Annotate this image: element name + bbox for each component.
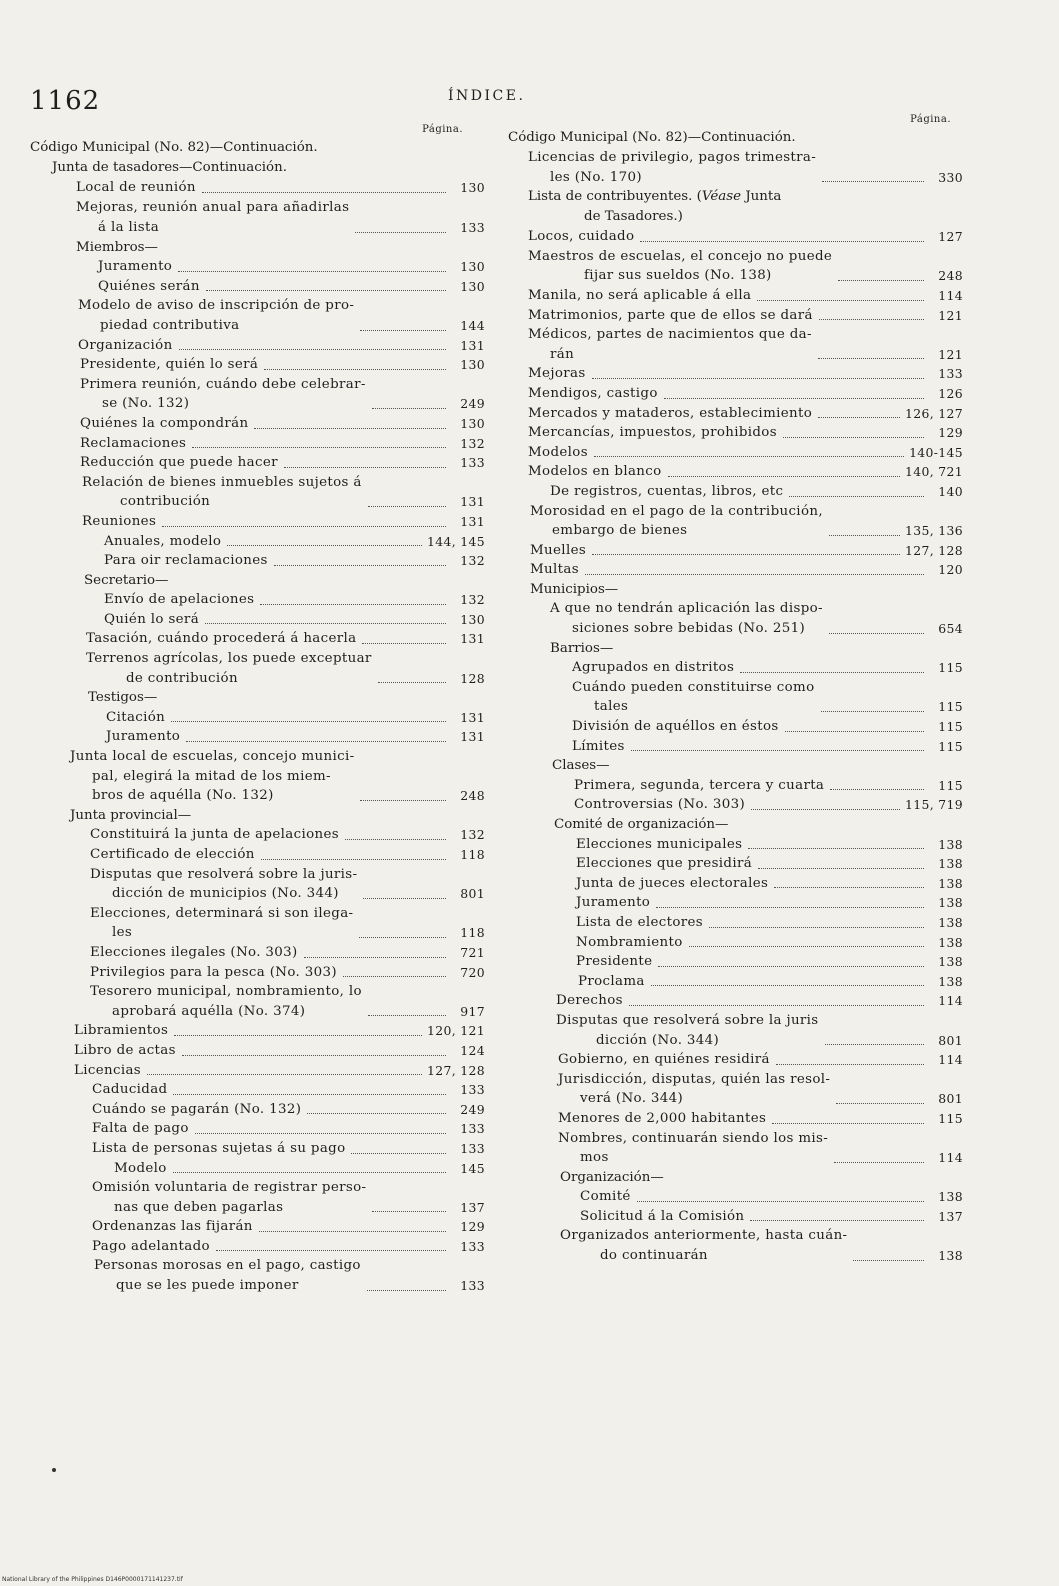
index-entry: Barrios— [550, 640, 614, 656]
running-head: ÍNDICE. [448, 88, 526, 104]
index-entry: Presidente 138 [576, 954, 963, 970]
index-entry: Proclama 138 [578, 973, 963, 989]
index-entry: Constituirá la junta de apelaciones 132 [90, 827, 485, 843]
scan-footer: National Library of the Philippines D146P0000171141237.tif [2, 1576, 183, 1583]
index-entry: Morosidad en el pago de la contribución, embargo de bienes 135, 136 [530, 503, 963, 539]
index-entry: Quiénes serán 130 [98, 278, 485, 294]
index-entry: Juramento 138 [576, 895, 963, 911]
index-entry: Modelos 140-145 [528, 444, 963, 460]
index-entry: Falta de pago 133 [92, 1121, 485, 1137]
index-entry: De registros, cuentas, libros, etc 140 [550, 483, 963, 499]
index-entry: Miembros— [76, 239, 158, 255]
index-entry: Relación de bienes inmuebles sujetos á contribución 131 [82, 474, 485, 510]
index-entry: Primera reunión, cuándo debe celebrar- se (No. 132) 249 [80, 376, 485, 412]
index-entry: Omisión voluntaria de registrar perso- nas que deben pagarlas 137 [92, 1180, 485, 1215]
index-entry: Clases— [552, 758, 610, 774]
index-entry: Libramientos 120, 121 [74, 1023, 485, 1039]
section-heading: Código Municipal (No. 82)—Continuación. [508, 130, 796, 145]
index-entry: Cuándo se pagarán (No. 132) 249 [92, 1101, 485, 1117]
index-entry: Nombramiento 138 [576, 934, 963, 950]
index-entry: Anuales, modelo 144, 145 [104, 533, 485, 549]
index-entry: Mejoras 133 [528, 366, 963, 382]
index-entry: Envío de apelaciones 132 [104, 592, 485, 608]
index-entry: Organizados anteriormente, hasta cuán- do continuarán 138 [560, 1228, 963, 1264]
index-entry: Modelo de aviso de inscripción de pro- piedad contributiva 144 [78, 298, 485, 333]
scan-speck [52, 1468, 56, 1472]
index-column-right [508, 114, 963, 1266]
pagina-label: Página. [910, 114, 951, 125]
index-entry: Comité 138 [580, 1189, 963, 1205]
index-entry: Junta de jueces electorales 138 [576, 875, 963, 891]
index-entry: Juramento 131 [106, 729, 485, 745]
index-entry: Para oir reclamaciones 132 [104, 553, 485, 569]
index-entry: Ordenanzas las fijarán 129 [92, 1219, 485, 1235]
index-entry: Elecciones ilegales (No. 303) 721 [90, 944, 485, 960]
index-entry: Modelos en blanco 140, 721 [528, 464, 963, 480]
index-entry: Agrupados en distritos 115 [572, 660, 963, 676]
index-entry: Límites 115 [572, 738, 963, 754]
index-entry: Cuándo pueden constituirse como tales 115 [572, 679, 963, 715]
index-entry: Lista de electores 138 [576, 914, 963, 930]
index-entry: Menores de 2,000 habitantes 115 [558, 1110, 963, 1126]
index-entry: A que no tendrán aplicación las dispo- siciones sobre bebidas (No. 251) 654 [550, 601, 963, 637]
index-entry: Junta provincial— [70, 807, 192, 823]
index-entry: División de aquéllos en éstos 115 [572, 719, 963, 735]
index-entry: Citación 131 [106, 709, 485, 725]
index-entry: Controversias (No. 303) 115, 719 [574, 797, 963, 813]
index-entry: Lista de personas sujetas á su pago 133 [92, 1140, 485, 1156]
index-entry: Mendigos, castigo 126 [528, 385, 963, 401]
index-entry: Pago adelantado 133 [92, 1238, 485, 1254]
index-entry: Reclamaciones 132 [80, 435, 485, 451]
index-entry: Libro de actas 124 [74, 1042, 485, 1058]
index-entry: Licencias de privilegio, pagos trimestra- les (No. 170) 330 [528, 150, 963, 185]
index-entry: Disputas que resolverá sobre la juris- dicción de municipios (No. 344) 801 [90, 866, 485, 902]
index-entry: Maestros de escuelas, el concejo no puede fijar sus sueldos (No. 138) 248 [528, 248, 963, 284]
index-entry: Personas morosas en el pago, castigo que se les puede imponer 133 [94, 1258, 485, 1294]
index-entry: Reuniones 131 [82, 513, 485, 529]
index-entry: Secretario— [84, 572, 169, 588]
index-entry: Derechos 114 [556, 993, 963, 1009]
index-entry: Presidente, quién lo será 130 [80, 357, 485, 373]
index-entry: Comité de organización— [554, 817, 729, 832]
index-entry: Tasación, cuándo procederá á hacerla 131 [86, 631, 485, 647]
index-entry: Gobierno, en quiénes residirá 114 [558, 1052, 963, 1068]
index-entry: Jurisdicción, disputas, quién las resol- verá (No. 344) 801 [558, 1071, 963, 1107]
index-entry: Municipios— [530, 581, 619, 597]
index-entry: Organización— [560, 1169, 664, 1185]
index-column-left [30, 124, 485, 1296]
index-entry: Mercados y mataderos, establecimiento 126, 127 [528, 405, 963, 421]
index-entry: Solicitud á la Comisión 137 [580, 1208, 963, 1224]
index-entry: Terrenos agrícolas, los puede exceptuar de contribución 128 [86, 651, 485, 686]
index-entry: Matrimonios, parte que de ellos se dará 121 [528, 307, 963, 323]
index-entry: Quién lo será 130 [104, 611, 485, 627]
pagina-label: Página. [422, 124, 463, 135]
index-entry: Nombres, continuarán siendo los mis- mos 114 [558, 1130, 963, 1166]
index-entry: Privilegios para la pesca (No. 303) 720 [90, 964, 485, 980]
index-entry: Tesorero municipal, nombramiento, lo aprobará aquélla (No. 374) 917 [90, 984, 485, 1019]
index-entry: Testigos— [88, 690, 158, 706]
index-entry: Organización 131 [78, 337, 485, 353]
index-entry: Locos, cuidado 127 [528, 229, 963, 245]
index-entry: Disputas que resolverá sobre la juris dicción (No. 344) 801 [556, 1012, 963, 1048]
index-entry: Elecciones municipales 138 [576, 836, 963, 852]
index-entry: Primera, segunda, tercera y cuarta 115 [574, 777, 963, 793]
index-entry: Junta local de escuelas, concejo munici- pal, elegirá la mitad de los miem- bros de aquélla (No. 132) 248 [70, 749, 485, 804]
index-entry: Certificado de elección 118 [90, 847, 485, 862]
page-number: 1162 [30, 86, 101, 116]
subsection-heading: Junta de tasadores—Continuación. [52, 160, 287, 175]
index-entry: Licencias 127, 128 [74, 1062, 485, 1078]
index-entry: Quiénes la compondrán 130 [80, 415, 485, 431]
index-entry: Caducidad 133 [92, 1082, 485, 1098]
index-entry: Médicos, partes de nacimientos que da- rán 121 [528, 327, 963, 362]
index-entry: Manila, no será aplicable á ella 114 [528, 287, 963, 303]
index-entry: Modelo 145 [114, 1160, 485, 1176]
index-entry: Mercancías, impuestos, prohibidos 129 [528, 425, 963, 441]
index-entry: Mejoras, reunión anual para añadirlas á la lista 133 [76, 200, 485, 235]
index-entry: Elecciones que presidirá 138 [576, 856, 963, 872]
index-entry: Lista de contribuyentes. (Véase Junta de Tasadores.) [528, 189, 782, 224]
section-heading: Código Municipal (No. 82)—Continuación. [30, 140, 318, 155]
index-entry: Reducción que puede hacer 133 [80, 455, 485, 471]
index-entry: Juramento 130 [98, 259, 485, 275]
index-entry: Local de reunión 130 [76, 180, 485, 195]
index-entry: Elecciones, determinará si son ilega- les 118 [90, 905, 485, 941]
index-entry: Multas 120 [530, 562, 963, 578]
index-entry: Muelles 127, 128 [530, 542, 963, 558]
